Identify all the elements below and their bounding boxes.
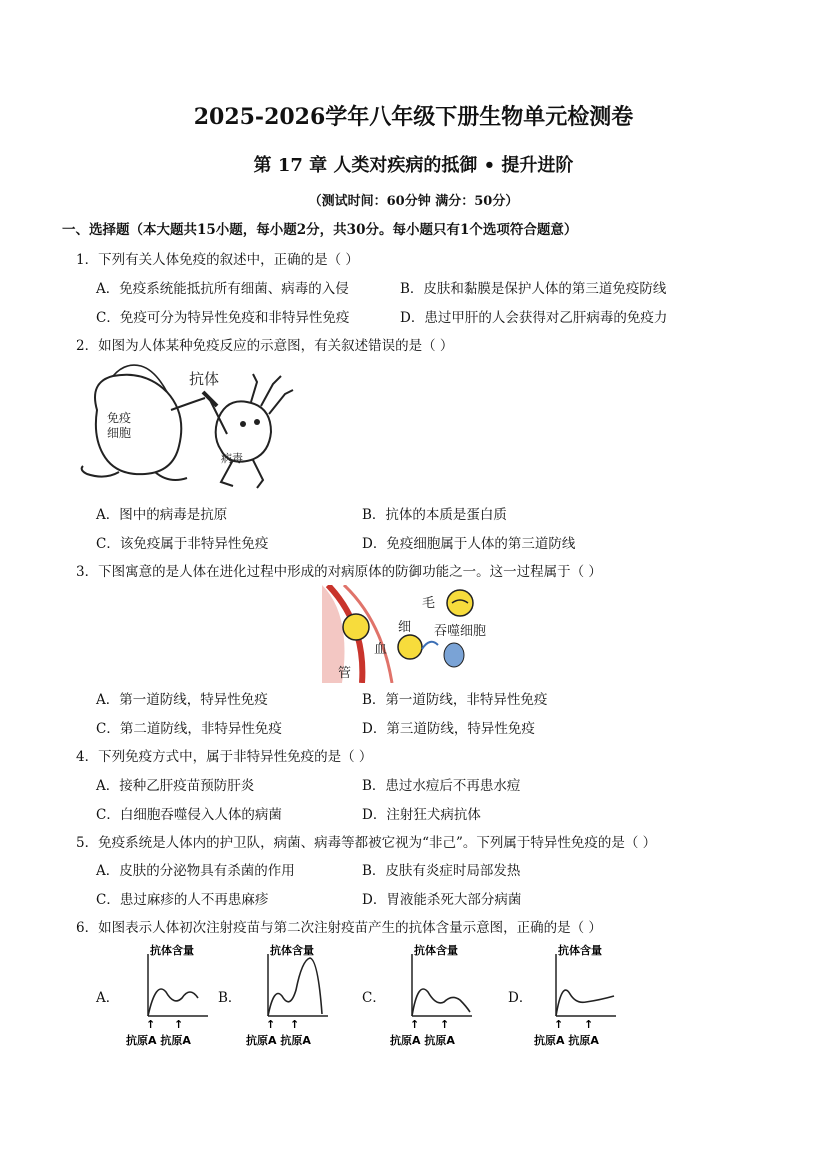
q5-option-a: A．皮肤的分泌物具有杀菌的作用 [96, 863, 295, 879]
q2-option-d: D．免疫细胞属于人体的第三道防线 [362, 536, 576, 552]
figure-label-immune: 免疫 [107, 411, 132, 425]
graph-b-arrow-1: ↑ [266, 1018, 276, 1031]
question-3-stem: 3．下图寓意的是人体在进化过程中形成的对病原体的防御功能之一。这一过程属于（ ） [76, 564, 602, 580]
q4-option-b: B．患过水痘后不再患水痘 [362, 778, 521, 794]
graph-b-ylabel: 抗体含量 [270, 944, 314, 957]
q6-option-d-letter: D． [508, 990, 533, 1006]
question-6-stem: 6．如图表示人体初次注射疫苗与第二次注射疫苗产生的抗体含量示意图，正确的是（ ） [76, 920, 602, 936]
graph-c-ylabel: 抗体含量 [414, 944, 458, 957]
q2-option-b: B．抗体的本质是蛋白质 [362, 507, 507, 523]
q3-option-a: A．第一道防线，特异性免疫 [96, 692, 268, 708]
q5-option-b: B．皮肤有炎症时局部发热 [362, 863, 521, 879]
figure-label-xue: 血 [374, 642, 388, 657]
graph-c-arrow-2: ↑ [440, 1018, 450, 1031]
figure-label-phagocyte: 吞噬细胞 [434, 624, 487, 639]
immune-response-figure [75, 362, 305, 492]
q5-option-c: C．患过麻疹的人不再患麻疹 [96, 892, 269, 908]
graph-b-xlabel: 抗原A 抗原A [246, 1034, 311, 1047]
figure-label-xi: 细 [398, 620, 412, 635]
graph-d-arrow-2: ↑ [584, 1018, 594, 1031]
section-heading: 一、选择题（本大题共15小题，每小题2分，共30分。每小题只有1个选项符合题意） [62, 222, 578, 238]
graph-d-arrow-1: ↑ [554, 1018, 564, 1031]
graph-a-xlabel: 抗原A 抗原A [126, 1034, 191, 1047]
graph-b-arrow-2: ↑ [290, 1018, 300, 1031]
test-info: （测试时间：60分钟 满分：50分） [308, 194, 519, 209]
question-1-stem: 1．下列有关人体免疫的叙述中，正确的是（ ） [76, 252, 359, 268]
graph-d-xlabel: 抗原A 抗原A [534, 1034, 599, 1047]
graph-a-arrow-1: ↑ [146, 1018, 156, 1031]
q5-option-d: D．胃液能杀死大部分病菌 [362, 892, 522, 908]
q3-option-b: B．第一道防线，非特异性免疫 [362, 692, 548, 708]
figure-label-virus: 病毒 [221, 452, 243, 465]
graph-c-xlabel: 抗原A 抗原A [390, 1034, 455, 1047]
q1-option-c: C．免疫可分为特异性免疫和非特异性免疫 [96, 310, 350, 326]
question-5-stem: 5．免疫系统是人体内的护卫队，病菌、病毒等都被它视为“非己”。下列属于特异性免疫的是（ ） [76, 835, 657, 851]
question-4-stem: 4．下列免疫方式中，属于非特异性免疫的是（ ） [76, 749, 373, 765]
figure-label-mao: 毛 [422, 596, 436, 611]
q3-option-d: D．第三道防线，特异性免疫 [362, 721, 535, 737]
figure-label-cell: 细胞 [107, 426, 132, 440]
graph-c-arrow-1: ↑ [410, 1018, 420, 1031]
q6-graph-c [386, 940, 486, 1050]
question-2-stem: 2．如图为人体某种免疫反应的示意图，有关叙述错误的是（ ） [76, 338, 454, 354]
q6-graph-a [122, 940, 222, 1050]
q2-option-c: C．该免疫属于非特异性免疫 [96, 536, 269, 552]
chapter-subtitle: 第 17 章 人类对疾病的抵御 • 提升进阶 [253, 155, 574, 176]
q1-option-a: A．免疫系统能抵抗所有细菌、病毒的入侵 [96, 281, 349, 297]
phagocyte-figure [322, 585, 500, 683]
graph-d-ylabel: 抗体含量 [558, 944, 602, 957]
q1-option-d: D．患过甲肝的人会获得对乙肝病毒的免疫力 [400, 310, 668, 326]
q1-option-b: B．皮肤和黏膜是保护人体的第三道免疫防线 [400, 281, 667, 297]
q6-graph-b [242, 940, 342, 1050]
q6-option-c-letter: C． [362, 990, 386, 1006]
q6-option-b-letter: B． [218, 990, 242, 1006]
q3-option-c: C．第二道防线，非特异性免疫 [96, 721, 282, 737]
figure-label-guan: 管 [338, 666, 352, 681]
q6-graph-d [530, 940, 630, 1050]
figure-label-antibody: 抗体 [189, 370, 220, 388]
q2-option-a: A．图中的病毒是抗原 [96, 507, 228, 523]
q4-option-a: A．接种乙肝疫苗预防肝炎 [96, 778, 255, 794]
q6-option-a-letter: A． [96, 990, 120, 1006]
page-title: 2025-2026学年八年级下册生物单元检测卷 [193, 104, 634, 130]
graph-a-arrow-2: ↑ [174, 1018, 184, 1031]
q4-option-c: C．白细胞吞噬侵入人体的病菌 [96, 807, 282, 823]
graph-a-ylabel: 抗体含量 [150, 944, 194, 957]
q4-option-d: D．注射狂犬病抗体 [362, 807, 481, 823]
